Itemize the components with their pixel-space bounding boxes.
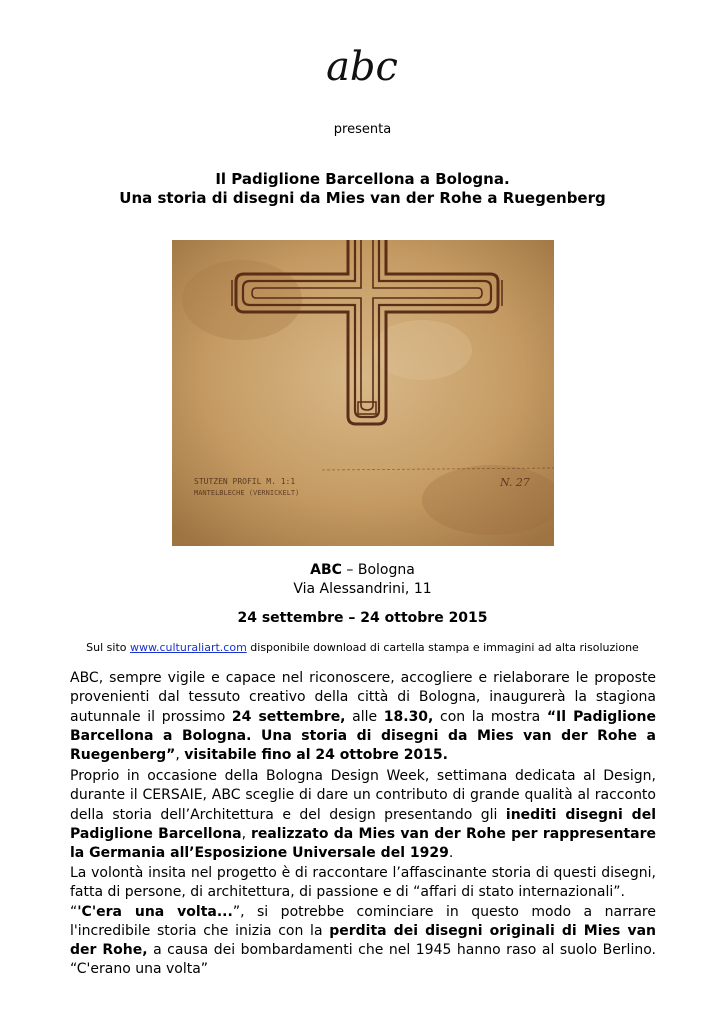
venue-info xyxy=(0,561,725,599)
website-note xyxy=(0,641,725,654)
title-line-1: Il Padiglione Barcellona a Bologna. xyxy=(215,170,510,188)
venue-address: Via Alessandrini, 11 xyxy=(293,581,432,597)
cross-column-drawing xyxy=(172,240,554,546)
text: Proprio in occasione della Bologna Design Week, settimana dedicata al Design, durante il CERSAIE, ABC sceglie di dare un contributo di grande qualità al racconto della storia dell’Architettura e del design presentando gli xyxy=(70,768,656,823)
text: ABC, sempre vigile e capace nel riconoscere, accogliere e rielaborare le proposte provenienti dal tessuto creativo della città di Bologna, inaugurerà la stagiona autunnale il prossimo xyxy=(70,670,656,725)
venue-city: Bologna xyxy=(357,562,415,578)
bold-text: inediti disegni del Padiglione Barcellona xyxy=(70,806,656,842)
drawing-caption-2: MANTELBLECHE (VERNICKELT) xyxy=(194,489,300,497)
abc-logo-text: abc xyxy=(326,44,398,90)
bold-text: 18.30, xyxy=(383,708,434,725)
page-title xyxy=(0,170,725,208)
bold-text: “Il Padiglione Barcellona a Bologna. Una storia di disegni da Mies van der Rohe a Ruegenberg” xyxy=(70,708,656,764)
text: ”, si potrebbe cominciare in questo modo a narrare l'incredibile storia che inizia con la xyxy=(70,903,656,939)
venue-name: ABC xyxy=(310,562,342,578)
paper-stain xyxy=(182,260,302,340)
text: a causa dei bombardamenti che nel 1945 hanno raso al suolo Berlino. “C'erano una volta” xyxy=(70,942,656,978)
paragraph-story xyxy=(70,864,656,980)
bold-text: visitabile fino al 24 ottobre 2015. xyxy=(184,747,448,764)
venue-separator: – xyxy=(341,562,358,578)
bold-text: perdita dei disegni originali di Mies van der Rohe, xyxy=(70,922,656,959)
text: La volontà insita nel progetto è di raccontare l’affascinante storia di questi disegni, fatta di persone, di architettura, di passione e di “affari di stato internazionali”. xyxy=(70,865,656,901)
text: “ xyxy=(70,903,78,920)
website-suffix: disponibile download di cartella stampa e immagini ad alta risoluzione xyxy=(246,641,639,654)
bold-text: realizzato da Mies van der Rohe per rappresentare la Germania all’Esposizione Universale del 1929 xyxy=(70,825,657,862)
title-line-2: Una storia di disegni da Mies van der Rohe a Ruegenberg xyxy=(119,189,606,207)
bold-text: 24 settembre, xyxy=(231,708,346,725)
text: , xyxy=(175,747,185,764)
abc-logo xyxy=(0,44,725,92)
drawing-sheet-number: N. 27 xyxy=(500,476,530,489)
drawing-caption-1: STUTZEN PROFIL M. 1:1 xyxy=(194,477,296,486)
website-link[interactable]: www.culturaliart.com xyxy=(130,641,247,654)
text: , xyxy=(241,825,251,842)
website-prefix: Sul sito xyxy=(86,641,130,654)
text: alle xyxy=(345,708,384,725)
text: con la mostra xyxy=(433,708,547,725)
paragraph-intro xyxy=(70,669,656,765)
exhibition-dates: 24 settembre – 24 ottobre 2015 xyxy=(237,610,488,626)
text: . xyxy=(448,845,454,862)
presenta-label: presenta xyxy=(333,122,392,137)
paragraph-design-week xyxy=(70,767,656,863)
bold-text: 'C'era una volta... xyxy=(77,903,233,920)
